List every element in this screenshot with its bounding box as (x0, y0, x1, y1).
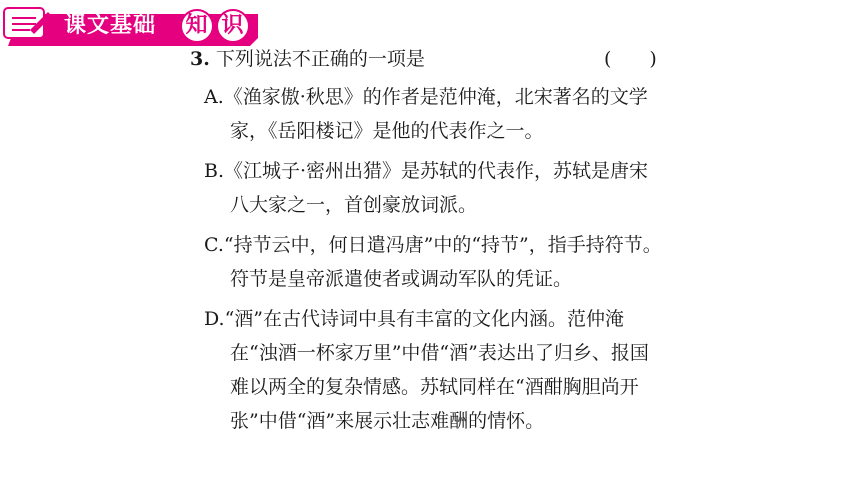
option-b (204, 154, 674, 222)
option-a-line-1: A.《渔家傲·秋思》的作者是范仲淹，北宋著名的文学 (204, 86, 648, 108)
answer-paren: ( ) (604, 48, 657, 70)
option-c (204, 228, 674, 296)
option-b-line-1: B.《江城子·密州出猎》是苏轼的代表作，苏轼是唐宋 (204, 160, 649, 182)
option-d-line-1: D.“酒”在古代诗词中具有丰富的文化内涵。范仲淹 (204, 308, 625, 330)
option-c-line-2: 符节是皇帝派遣使者或调动军队的凭证。 (230, 268, 573, 290)
question-number: 3. (190, 48, 210, 70)
option-b-line-2: 八大家之一，首创豪放词派。 (230, 194, 478, 216)
option-d-line-3: 难以两全的复杂情感。苏轼同样在“酒酣胸胆尚开 (230, 376, 639, 398)
question-stem (190, 42, 425, 76)
option-a (204, 80, 674, 148)
question-text: 下列说法不正确的一项是 (215, 48, 425, 70)
banner-highlight (180, 8, 252, 44)
option-d-line-4: 张”中借“酒”来展示壮志难酬的情怀。 (230, 410, 545, 432)
option-a-line-2: 家，《岳阳楼记》是他的代表作之一。 (230, 120, 544, 142)
option-c-line-1: C.“持节云中，何日遣冯唐”中的“持节”，指手持符节。 (204, 234, 662, 256)
banner-highlight-char-2: 识 (216, 9, 250, 43)
banner-highlight-char-1: 知 (180, 9, 214, 43)
option-d (204, 302, 674, 438)
option-d-line-2: 在“浊酒一杯家万里”中借“酒”表达出了归乡、报国 (230, 342, 649, 364)
banner-title: 课文基础 (64, 13, 157, 38)
